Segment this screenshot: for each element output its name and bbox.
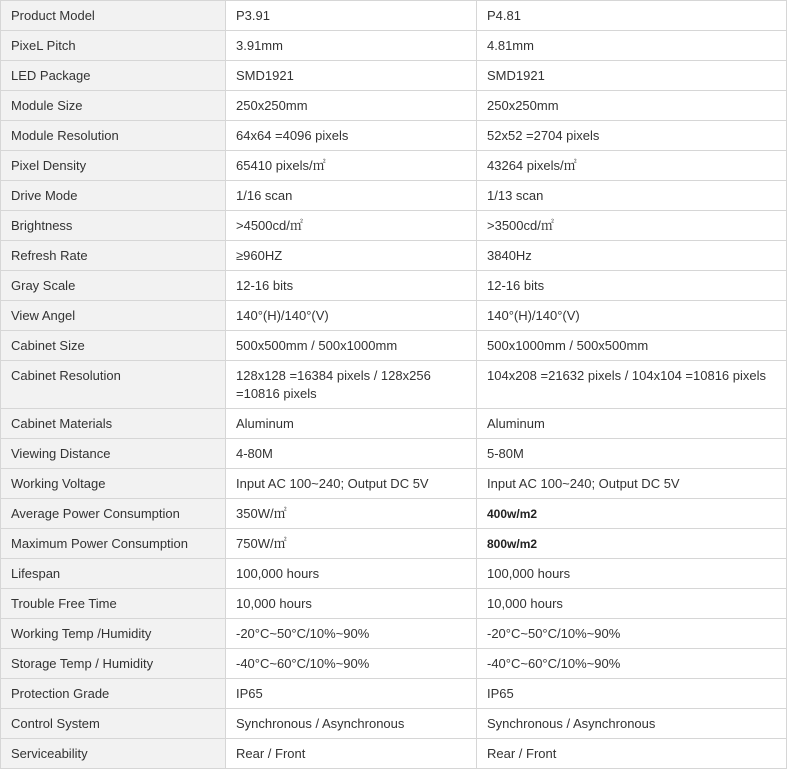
table-row [1, 271, 787, 301]
spec-table-body [1, 1, 787, 769]
p391-value: Aluminum [226, 409, 477, 439]
row-label: Drive Mode [1, 181, 226, 211]
p391-value: 1/16 scan [226, 181, 477, 211]
table-row [1, 589, 787, 619]
p481-value: Synchronous / Asynchronous [477, 709, 787, 739]
row-label: Product Model [1, 1, 226, 31]
p481-value: P4.81 [477, 1, 787, 31]
p391-value: 4-80M [226, 439, 477, 469]
row-label: Cabinet Materials [1, 409, 226, 439]
table-row [1, 181, 787, 211]
row-label: Working Voltage [1, 469, 226, 499]
table-row [1, 709, 787, 739]
table-row [1, 361, 787, 409]
p391-value: 140°(H)/140°(V) [226, 301, 477, 331]
row-label: LED Package [1, 61, 226, 91]
p391-value: 128x128 =16384 pixels / 128x256 =10816 pixels [226, 361, 477, 409]
row-label: Cabinet Size [1, 331, 226, 361]
table-row [1, 301, 787, 331]
p391-value: 64x64 =4096 pixels [226, 121, 477, 151]
p391-value: 65410 pixels/㎡ [226, 151, 477, 181]
p391-value: SMD1921 [226, 61, 477, 91]
p391-value: 750W/㎡ [226, 529, 477, 559]
row-label: Viewing Distance [1, 439, 226, 469]
p481-value: 5-80M [477, 439, 787, 469]
row-label: Refresh Rate [1, 241, 226, 271]
table-row [1, 91, 787, 121]
p481-value: 12-16 bits [477, 271, 787, 301]
row-label: Pixel Density [1, 151, 226, 181]
p391-value: 3.91mm [226, 31, 477, 61]
table-row [1, 241, 787, 271]
row-label: Module Resolution [1, 121, 226, 151]
p391-value: -20°C~50°C/10%~90% [226, 619, 477, 649]
table-row [1, 649, 787, 679]
p481-value: 400w/m2 [477, 499, 787, 529]
p481-value: 500x1000mm / 500x500mm [477, 331, 787, 361]
p391-value: -40°C~60°C/10%~90% [226, 649, 477, 679]
table-row [1, 439, 787, 469]
row-label: Protection Grade [1, 679, 226, 709]
row-label: Control System [1, 709, 226, 739]
table-row [1, 61, 787, 91]
p391-value: 500x500mm / 500x1000mm [226, 331, 477, 361]
p481-value: 140°(H)/140°(V) [477, 301, 787, 331]
table-row [1, 31, 787, 61]
table-row [1, 529, 787, 559]
row-label: Module Size [1, 91, 226, 121]
table-row [1, 469, 787, 499]
p481-value: 43264 pixels/㎡ [477, 151, 787, 181]
p481-value: Rear / Front [477, 739, 787, 769]
row-label: Average Power Consumption [1, 499, 226, 529]
row-label: Storage Temp / Humidity [1, 649, 226, 679]
p481-value: 3840Hz [477, 241, 787, 271]
p481-value: 800w/m2 [477, 529, 787, 559]
p391-value: 350W/㎡ [226, 499, 477, 529]
p481-value: SMD1921 [477, 61, 787, 91]
p481-value: IP65 [477, 679, 787, 709]
p481-value: -20°C~50°C/10%~90% [477, 619, 787, 649]
p481-value: 104x208 =21632 pixels / 104x104 =10816 pixels [477, 361, 787, 409]
p481-value: Aluminum [477, 409, 787, 439]
p481-value: 52x52 =2704 pixels [477, 121, 787, 151]
table-row [1, 211, 787, 241]
p391-value: Synchronous / Asynchronous [226, 709, 477, 739]
p391-value: Rear / Front [226, 739, 477, 769]
p481-value: 1/13 scan [477, 181, 787, 211]
table-row [1, 1, 787, 31]
row-label: View Angel [1, 301, 226, 331]
table-row [1, 619, 787, 649]
p391-value: IP65 [226, 679, 477, 709]
row-label: Serviceability [1, 739, 226, 769]
table-row [1, 499, 787, 529]
p391-value: >4500cd/㎡ [226, 211, 477, 241]
row-label: Maximum Power Consumption [1, 529, 226, 559]
row-label: Working Temp /Humidity [1, 619, 226, 649]
p391-value: ≥960HZ [226, 241, 477, 271]
row-label: Gray Scale [1, 271, 226, 301]
p481-value: 10,000 hours [477, 589, 787, 619]
p481-value: 250x250mm [477, 91, 787, 121]
p481-value: 4.81mm [477, 31, 787, 61]
p481-value: >3500cd/㎡ [477, 211, 787, 241]
p391-value: 100,000 hours [226, 559, 477, 589]
p391-value: 250x250mm [226, 91, 477, 121]
row-label: Brightness [1, 211, 226, 241]
table-row [1, 151, 787, 181]
p481-value: Input AC 100~240; Output DC 5V [477, 469, 787, 499]
table-row [1, 331, 787, 361]
table-row [1, 409, 787, 439]
table-row [1, 559, 787, 589]
p391-value: P3.91 [226, 1, 477, 31]
row-label: Lifespan [1, 559, 226, 589]
table-row [1, 679, 787, 709]
p481-value: 100,000 hours [477, 559, 787, 589]
table-row [1, 739, 787, 769]
row-label: Trouble Free Time [1, 589, 226, 619]
row-label: Cabinet Resolution [1, 361, 226, 409]
p481-value: -40°C~60°C/10%~90% [477, 649, 787, 679]
p391-value: Input AC 100~240; Output DC 5V [226, 469, 477, 499]
p391-value: 12-16 bits [226, 271, 477, 301]
row-label: PixeL Pitch [1, 31, 226, 61]
table-row [1, 121, 787, 151]
p391-value: 10,000 hours [226, 589, 477, 619]
